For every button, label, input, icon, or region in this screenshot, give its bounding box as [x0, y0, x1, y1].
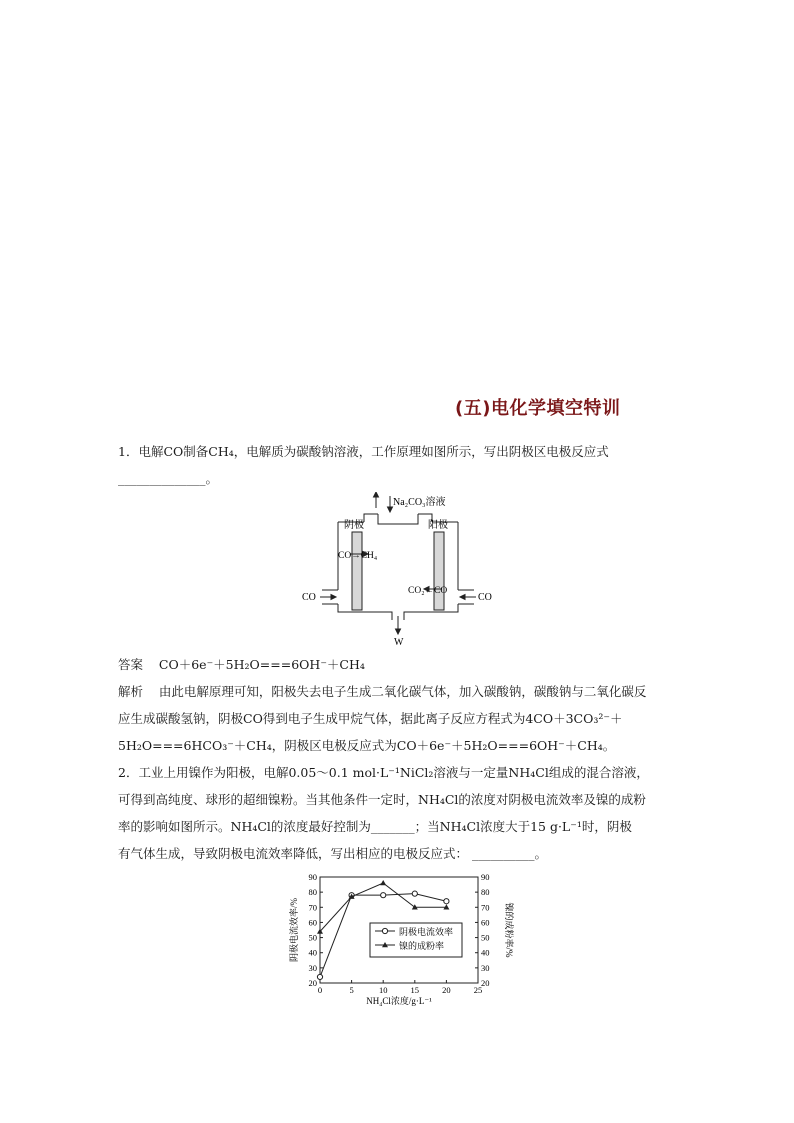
data-point-efficiency — [381, 893, 386, 898]
y-tick-label-right: 30 — [481, 962, 490, 973]
y-tick-label-right: 20 — [481, 978, 490, 988]
q1-text-line2: ______________。 — [118, 471, 219, 486]
x-tick-label: 15 — [410, 985, 420, 995]
data-point-powder-rate — [380, 880, 386, 885]
y-tick-label-left: 50 — [308, 932, 317, 943]
q2-text-line1: 2．工业上用镍作为阳极，电解0.05～0.1 mol·L⁻¹NiCl₂溶液与一定量NH₄Cl组成的混合溶液， — [118, 765, 649, 780]
x-tick-label: 20 — [442, 985, 451, 995]
q1-text-line1: 1．电解CO制备CH₄，电解质为碳酸钠溶液，工作原理如图所示，写出阴极区电极反应式 — [118, 444, 609, 459]
q2-text-line2: 可得到高纯度、球形的超细镍粉。当其他条件一定时，NH₄Cl的浓度对阴极电流效率及镍的成粉 — [118, 792, 646, 807]
diagram-top-label: Na₂CO₃溶液 — [393, 497, 446, 508]
q2-text-line3: 率的影响如图所示。NH₄Cl的浓度最好控制为_______；当NH₄Cl浓度大于15 g·L⁻¹时，阴极 — [118, 819, 632, 834]
diagram-cathode-label: 阴极 — [344, 520, 364, 531]
q2-text-line4: 有气体生成，导致阴极电流效率降低，写出相应的电极反应式： __________。 — [118, 846, 547, 861]
x-tick-label: 10 — [378, 985, 388, 995]
y-axis-label-left: 阴极电流效率/% — [289, 898, 299, 962]
answer-label: 答案 — [118, 657, 144, 672]
diagram-co-inlet-left: CO — [302, 592, 316, 603]
y-tick-label-right: 80 — [481, 887, 490, 898]
y-tick-label-left: 60 — [308, 917, 317, 928]
answer-text: CO＋6e⁻＋5H₂O===6OH⁻＋CH₄ — [158, 657, 365, 672]
data-point-efficiency — [412, 891, 417, 896]
y-tick-label-left: 90 — [308, 872, 317, 882]
diagram-anode-label: 阳极 — [428, 520, 448, 531]
y-tick-label-right: 40 — [481, 947, 490, 958]
q1-analysis-line1 — [118, 684, 646, 700]
y-tick-label-left: 80 — [308, 887, 317, 898]
y-tick-label-right: 90 — [481, 872, 490, 882]
q1-answer — [118, 657, 365, 673]
y-tick-label-left: 40 — [308, 947, 317, 958]
section-title: (五)电化学填空特训 — [455, 398, 621, 419]
q1-analysis-line2: 应生成碳酸氢钠，阴极CO得到电子生成甲烷气体，据此离子反应方程式为4CO＋3CO₃²⁻＋ — [118, 711, 623, 726]
diagram-co-inlet-right: CO — [478, 592, 492, 603]
electrolysis-diagram — [298, 492, 518, 647]
y-tick-label-left: 30 — [308, 962, 317, 973]
x-axis-label: NH₄Cl浓度/g·L⁻¹ — [366, 996, 432, 1006]
diagram-outlet-w: W — [394, 637, 404, 647]
x-tick-label: 5 — [349, 985, 354, 995]
analysis-text-1: 由此电解原理可知，阳极失去电子生成二氧化碳气体，加入碳酸钠，碳酸钠与二氧化碳反 — [158, 684, 647, 699]
y-tick-label-right: 70 — [481, 902, 490, 913]
x-tick-label: 25 — [473, 985, 483, 995]
concentration-effect-chart — [284, 870, 524, 1010]
q1-analysis-line3: 5H₂O===6HCO₃⁻＋CH₄，阴极区电极反应式为CO＋6e⁻＋5H₂O===6OH⁻＋CH₄。 — [118, 738, 616, 753]
data-point-efficiency — [444, 899, 449, 904]
cathode-plate — [352, 532, 362, 610]
diagram-co2-co: CO₂←CO — [408, 586, 448, 596]
y-tick-label-left: 70 — [308, 902, 317, 913]
y-tick-label-right: 50 — [481, 932, 490, 943]
data-point-efficiency — [317, 974, 322, 979]
y-tick-label-right: 60 — [481, 917, 490, 928]
y-tick-label-left: 20 — [308, 978, 317, 988]
x-tick-label: 0 — [317, 985, 323, 995]
legend-label: 阴极电流效率 — [399, 927, 454, 937]
diagram-co-ch4: CO→CH₄ — [338, 551, 378, 561]
anode-plate — [434, 532, 444, 610]
legend-label: 镍的成粉率 — [399, 941, 445, 951]
legend-marker — [382, 928, 387, 933]
analysis-label: 解析 — [118, 684, 144, 699]
y-axis-label-right: 镍的成粉率/% — [504, 902, 514, 958]
